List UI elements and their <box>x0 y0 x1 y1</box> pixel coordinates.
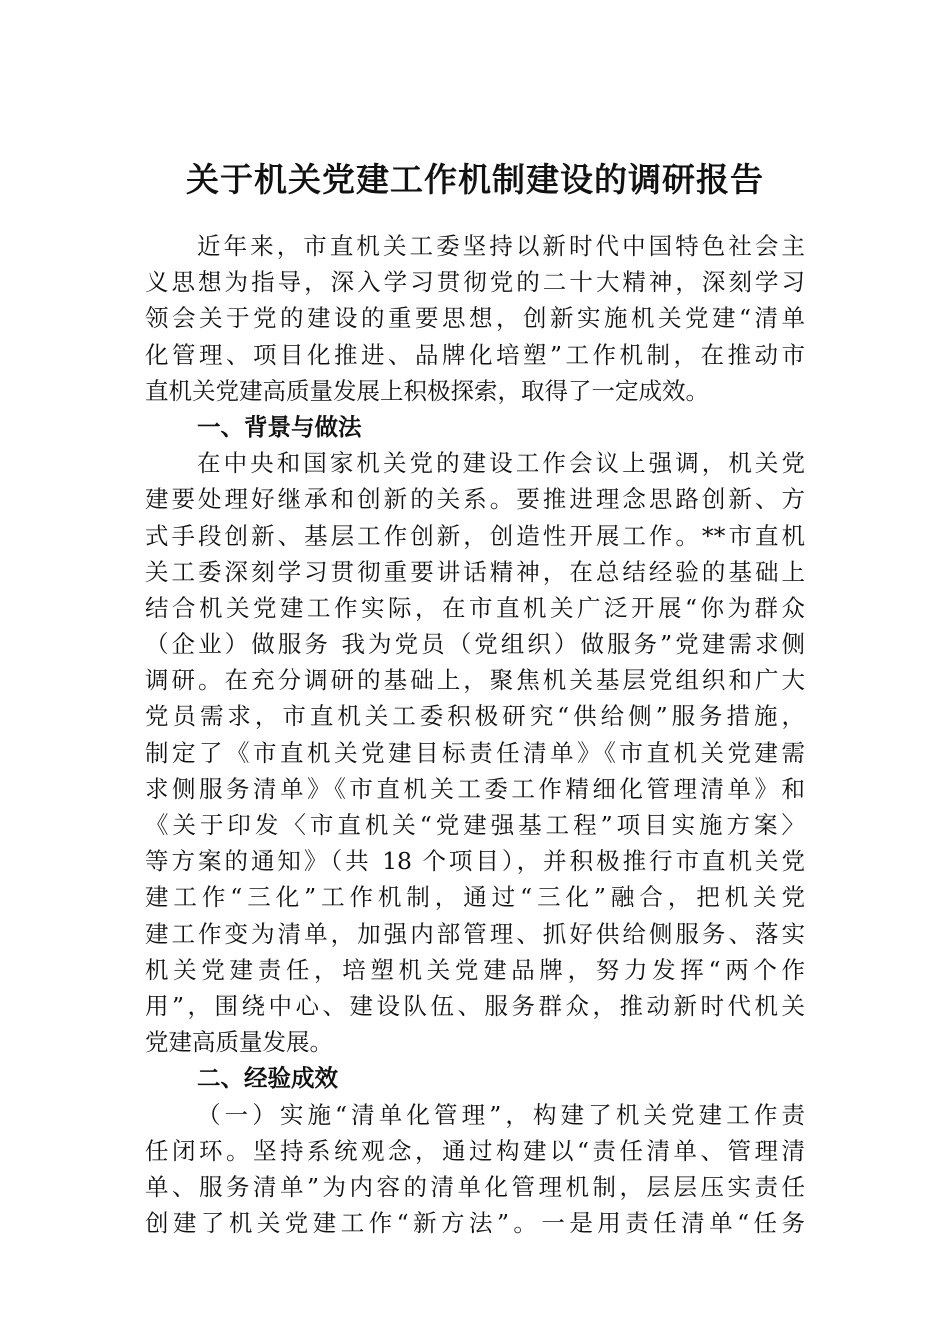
paragraph-line: 建工作“三化”工作机制，通过“三化”融合，把机关党 <box>145 883 805 912</box>
paragraph-line: 直机关党建高质量发展上积极探索，取得了一定成效。 <box>145 376 709 405</box>
paragraph-line: 制定了《市直机关党建目标责任清单》《市直机关党建需 <box>145 738 805 767</box>
paragraph-line: 调研。在充分调研的基础上，聚焦机关基层党组织和广大 <box>145 666 805 695</box>
paragraph-line: （企业）做服务 我为党员（党组织）做服务”党建需求侧 <box>145 630 805 659</box>
paragraph-line: 党员需求，市直机关工委积极研究“供给侧”服务措施， <box>145 702 805 731</box>
paragraph-line: 机关党建责任，培塑机关党建品牌，努力发挥“两个作 <box>145 955 805 984</box>
paragraph-line: 化管理、项目化推进、品牌化培塑”工作机制，在推动市 <box>145 340 805 369</box>
paragraph-line: 等方案的通知》（共 18 个项目），并积极推行市直机关党 <box>145 847 805 876</box>
paragraph-line: 关工委深刻学习贯彻重要讲话精神，在总结经验的基础上 <box>145 557 805 586</box>
paragraph-line: 建要处理好继承和创新的关系。要推进理念思路创新、方 <box>145 485 805 514</box>
paragraph-line: 近年来，市直机关工委坚持以新时代中国特色社会主 <box>197 232 805 260</box>
paragraph-line: 《关于印发〈市直机关“党建强基工程”项目实施方案〉 <box>145 811 805 839</box>
paragraph-line: 领会关于党的建设的重要思想，创新实施机关党建“清单 <box>145 304 805 333</box>
paragraph-line: （一）实施“清单化管理”，构建了机关党建工作责 <box>197 1100 805 1129</box>
paragraph-line: 式手段创新、基层工作创新，创造性开展工作。**市直机 <box>145 521 805 550</box>
paragraph-line: 创建了机关党建工作“新方法”。一是用责任清单“任务 <box>145 1209 805 1238</box>
paragraph-line: 在中央和国家机关党的建设工作会议上强调，机关党 <box>197 449 805 478</box>
document-title: 关于机关党建工作机制建设的调研报告 <box>186 160 764 199</box>
section-heading: 一、背景与做法 <box>197 412 362 441</box>
paragraph-line: 单、服务清单”为内容的清单化管理机制，层层压实责任 <box>145 1172 805 1201</box>
paragraph-line: 党建高质量发展。 <box>145 1028 333 1057</box>
paragraph-line: 结合机关党建工作实际，在市直机关广泛开展“你为群众 <box>145 593 805 622</box>
paragraph-line: 任闭环。坚持系统观念，通过构建以“责任清单、管理清 <box>145 1136 805 1165</box>
paragraph-line: 建工作变为清单，加强内部管理、抓好供给侧服务、落实 <box>145 919 805 948</box>
section-heading: 二、经验成效 <box>197 1064 338 1093</box>
paragraph-line: 义思想为指导，深入学习贯彻党的二十大精神，深刻学习 <box>145 268 805 297</box>
paragraph-line: 求侧服务清单》《市直机关工委工作精细化管理清单》和 <box>145 774 805 803</box>
document-body <box>145 228 805 1241</box>
paragraph-line: 用”，围绕中心、建设队伍、服务群众，推动新时代机关 <box>145 991 805 1020</box>
